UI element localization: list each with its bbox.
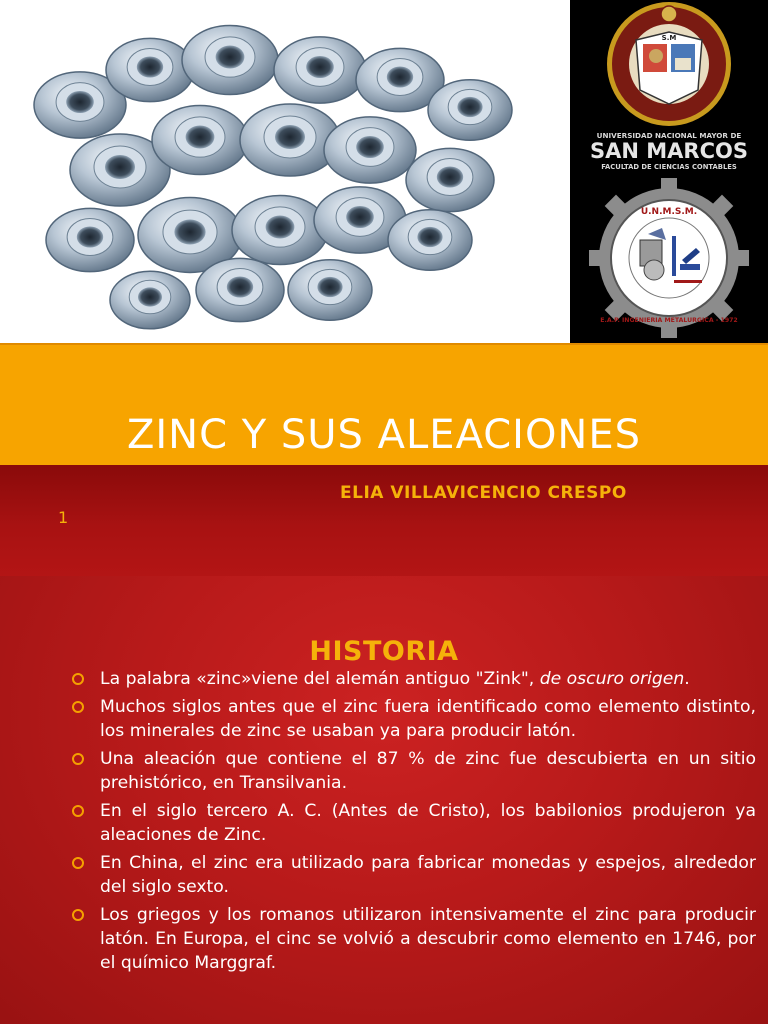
tee-nut-icon <box>152 105 248 174</box>
tee-nut-icon <box>46 208 134 271</box>
bullet-text: Muchos siglos antes que el zinc fuera identificado como elemento distinto, los minerales de zinc se usaban ya para producir latón. <box>100 697 756 741</box>
seal-top-text: U.N.M.S.M. <box>640 207 698 217</box>
tee-nut-icon <box>240 104 340 176</box>
bullet-text-tail: . <box>684 669 690 689</box>
list-item <box>72 851 756 899</box>
list-item <box>72 747 756 795</box>
page-number: 1 <box>58 508 69 527</box>
band-divider <box>0 343 768 345</box>
author-name: ELIA VILLAVICENCIO CRESPO <box>340 483 627 503</box>
ring-bullet-icon <box>72 805 84 817</box>
bullet-italic-text: de oscuro origen <box>539 669 685 689</box>
tee-nut-icon <box>428 80 512 140</box>
seal-center-mark: S.M <box>661 34 677 42</box>
bullet-text: En China, el zinc era utilizado para fabricar monedas y espejos, alrededor del siglo sexto. <box>100 853 756 897</box>
bullet-text: Una aleación que contiene el 87 % de zinc fue descubierta en un sitio prehistórico, en Transilvania. <box>100 749 756 793</box>
tee-nut-icon <box>406 148 494 211</box>
bullet-text: Los griegos y los romanos utilizaron intensivamente el zinc para producir latón. En Europa, el cinc se volvió a descubrir como elemento en 1746, por el químico Marggraf. <box>100 905 756 973</box>
history-heading: HISTORIA <box>309 636 459 667</box>
seal-ring-text: E.A.P. INGENIERIA METALURGICA - 1972 <box>600 317 738 324</box>
seal-banner-line3: FACULTAD DE CIENCIAS CONTABLES <box>601 163 737 171</box>
ring-bullet-icon <box>72 857 84 869</box>
bullet-text: En el siglo tercero A. C. (Antes de Cristo), los babilonios produjeron ya aleaciones de Zinc. <box>100 801 756 845</box>
title-slide-footer <box>0 465 768 576</box>
ring-bullet-icon <box>72 909 84 921</box>
list-item <box>72 667 756 691</box>
tee-nut-icon <box>182 25 278 94</box>
tee-nut-icon <box>388 210 472 270</box>
ring-bullet-icon <box>72 673 84 685</box>
bullet-text: La palabra «zinc»viene del alemán antiguo "Zink", <box>100 669 540 689</box>
slide-title: ZINC Y SUS ALEACIONES <box>126 412 642 458</box>
tee-nut-icon <box>324 117 416 183</box>
metallurgy-seal <box>570 172 768 343</box>
history-bullet-list <box>72 667 756 979</box>
seal-banner-line1: UNIVERSIDAD NACIONAL MAYOR DE <box>596 131 742 140</box>
ring-bullet-icon <box>72 701 84 713</box>
list-item <box>72 903 756 975</box>
tee-nut-icon <box>288 260 372 320</box>
tee-nut-icon <box>274 37 366 103</box>
list-item <box>72 695 756 743</box>
san-marcos-seal <box>570 0 768 172</box>
tee-nut-icon <box>106 38 194 101</box>
seal-banner-line2: SAN MARCOS <box>590 139 748 163</box>
zinc-tee-nuts-photo <box>0 0 570 343</box>
ring-bullet-icon <box>72 753 84 765</box>
tee-nut-icon <box>196 258 284 321</box>
tee-nut-icon <box>232 195 328 264</box>
tee-nut-icon <box>110 271 190 329</box>
tee-nuts-illustration <box>0 0 570 343</box>
list-item <box>72 799 756 847</box>
